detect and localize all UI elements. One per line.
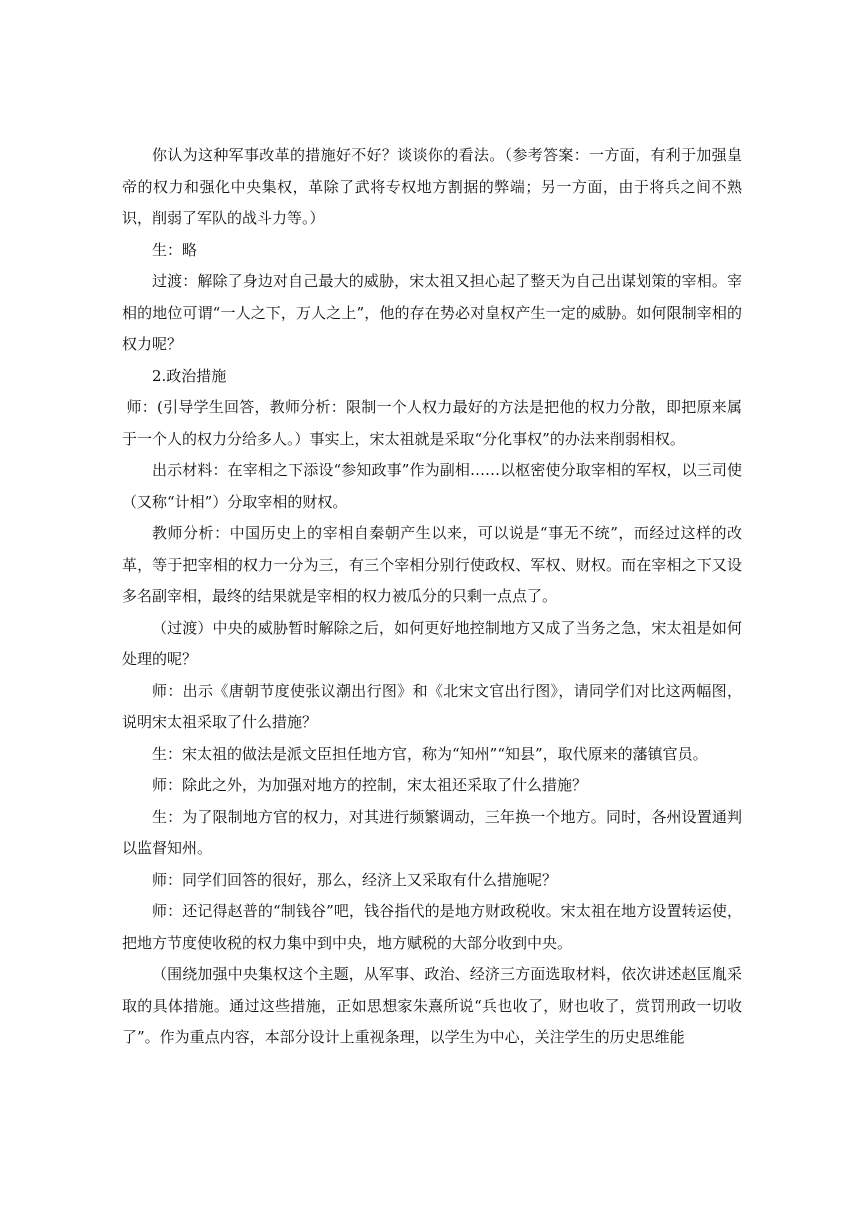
paragraph-2: 生：略 [152,240,198,259]
paragraph-13: 师：同学们回答的很好，那么，经济上又采取有什么措施呢？ [152,870,558,889]
paragraph-3: 过渡：解除了身边对自己最大的威胁，宋太祖又担心起了整天为自己出谋划策的宰相。宰相的地位可谓“一人之下，万人之上”，他的存在势必对皇权产生一定的威胁。如何限制宰相的权力呢？ [122,272,742,353]
paragraph-14: 师：还记得赵普的“制钱谷”吧，钱谷指代的是地方财政税收。宋太祖在地方设置转运使，把地方节度使收税的权力集中到中央，地方赋税的大部分收到中央。 [122,902,742,952]
paragraph-5: 师：(引导学生回答，教师分析：限制一个人权力最好的方法是把他的权力分散，即把原来属于一个人的权力分给多人。）事实上，宋太祖就是采取“分化事权”的办法来削弱相权。 [122,398,742,448]
section-heading: 2.政治措施 [152,366,227,385]
paragraph-12: 生：为了限制地方官的权力，对其进行频繁调动，三年换一个地方。同时，各州设置通判以监督知州。 [122,807,742,857]
paragraph-8: （过渡）中央的威胁暂时解除之后，如何更好地控制地方又成了当务之急，宋太祖是如何处理的呢？ [122,618,742,668]
paragraph-15: （围绕加强中央集权这个主题，从军事、政治、经济三方面选取材料，依次讲述赵匡胤采取的具体措施。通过这些措施，正如思想家朱熹所说“兵也收了，财也收了，赏罚刑政一切收了”。作为重点内容，本部分设计上重视条理，以学生为中心，关注学生的历史思维能 [122,965,742,1046]
paragraph-6: 出示材料：在宰相之下添设“参知政事”作为副相……以枢密使分取宰相的军权，以三司使（又称“计相”）分取宰相的财权。 [122,461,742,511]
paragraph-9: 师：出示《唐朝节度使张议潮出行图》和《北宋文官出行图》，请同学们对比这两幅图，说明宋太祖采取了什么措施？ [122,681,742,731]
paragraph-11: 师：除此之外，为加强对地方的控制，宋太祖还采取了什么措施？ [152,776,588,794]
paragraph-10: 生：宋太祖的做法是派文臣担任地方官，称为“知州”“知县”，取代原来的藩镇官员。 [152,744,708,763]
paragraph-7: 教师分析：中国历史上的宰相自秦朝产生以来，可以说是“事无不统”，而经过这样的改革，等于把宰相的权力一分为三，有三个宰相分别行使政权、军权、财权。而在宰相之下又设多名副宰相，最终的结果就是宰相的权力被瓜分的只剩一点点了。 [122,524,742,605]
document-body [122,140,742,1054]
paragraph-1: 你认为这种军事改革的措施好不好？谈谈你的看法。（参考答案：一方面，有利于加强皇帝的权力和强化中央集权，革除了武将专权地方割据的弊端；另一方面，由于将兵之间不熟识，削弱了军队的战斗力等。） [122,146,742,227]
